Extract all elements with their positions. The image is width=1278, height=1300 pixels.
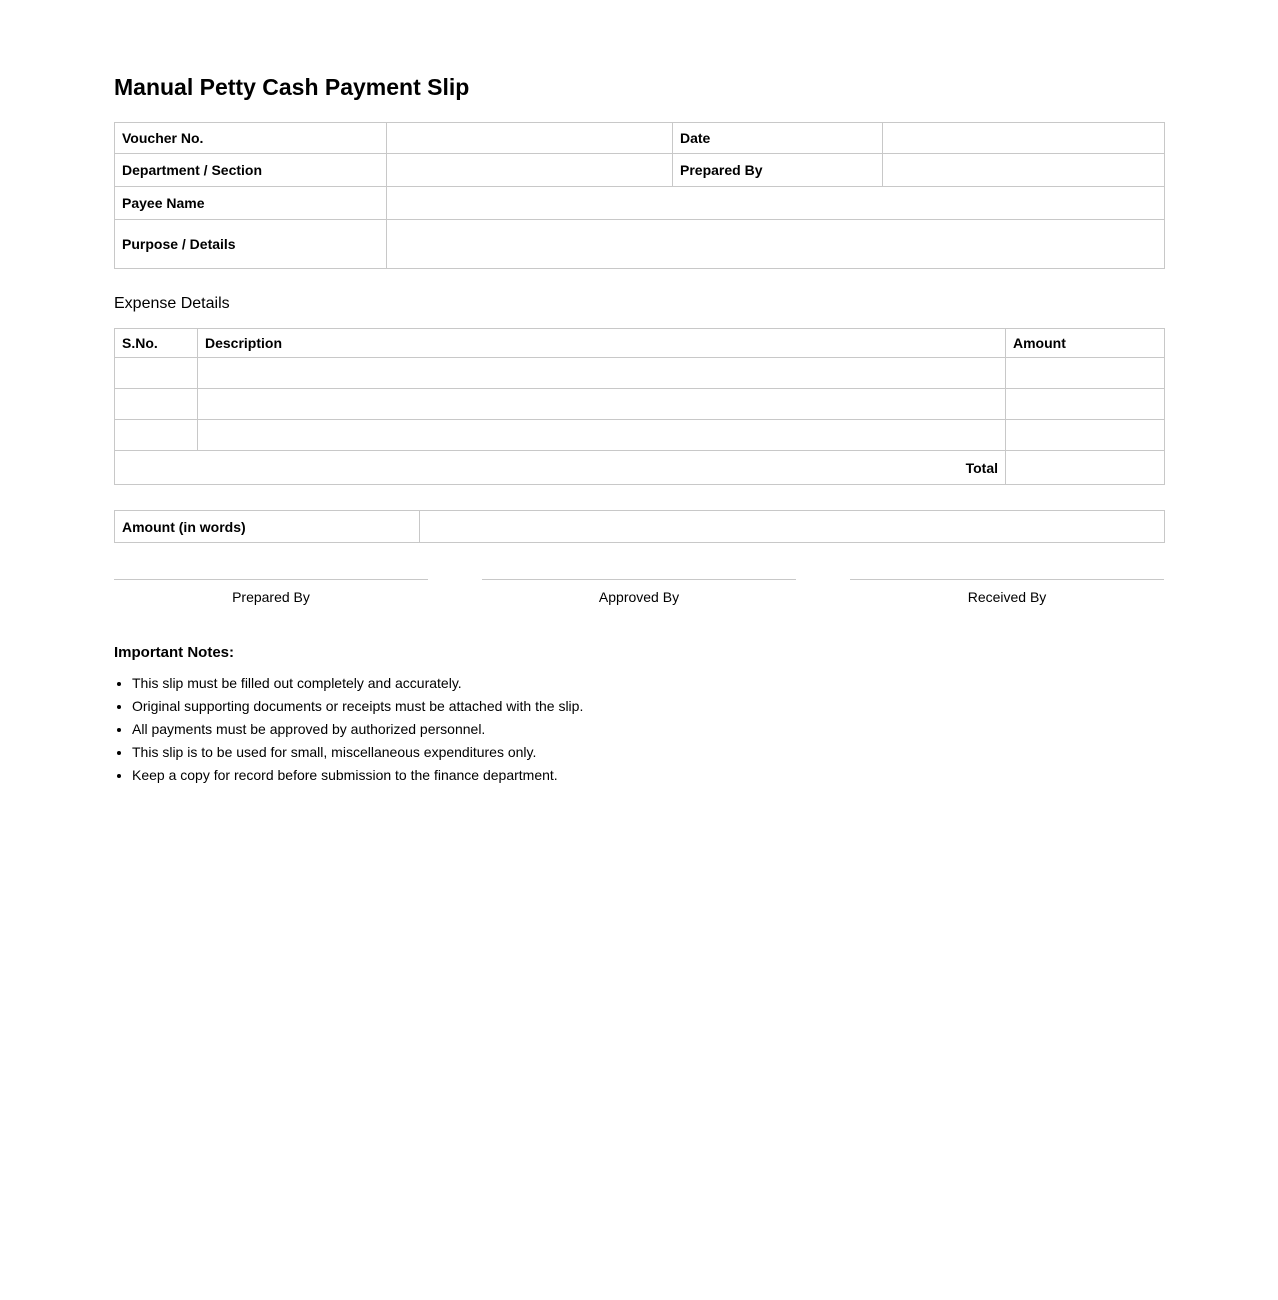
- department-value-cell: [387, 154, 673, 187]
- payee-name-label: Payee Name: [115, 187, 387, 220]
- signature-approved-by: Approved By: [482, 579, 796, 605]
- amount-cell: [1006, 420, 1165, 451]
- signature-section: [114, 579, 1164, 605]
- prepared-by-value-cell: [883, 154, 1165, 187]
- sno-cell: [115, 358, 198, 389]
- description-cell: [198, 389, 1006, 420]
- expense-details-table: [114, 328, 1165, 485]
- amount-cell: [1006, 358, 1165, 389]
- expense-row: [115, 358, 1165, 389]
- purpose-value-cell: [387, 220, 1165, 269]
- expense-details-heading: Expense Details: [114, 295, 230, 313]
- purpose-label: Purpose / Details: [115, 220, 387, 269]
- department-label: Department / Section: [115, 154, 387, 187]
- note-item: • All payments must be approved by authorized personnel.: [132, 722, 1164, 737]
- expense-row: [115, 389, 1165, 420]
- page-title: Manual Petty Cash Payment Slip: [114, 74, 470, 100]
- table-row: [115, 123, 1165, 154]
- table-row: [115, 187, 1165, 220]
- signature-received-by: Received By: [850, 579, 1164, 605]
- date-label: Date: [673, 123, 883, 154]
- expense-row: [115, 420, 1165, 451]
- note-item: • Original supporting documents or receipts must be attached with the slip.: [132, 699, 1164, 714]
- description-column-header: Description: [198, 329, 1006, 358]
- sno-cell: [115, 389, 198, 420]
- expense-header-row: [115, 329, 1165, 358]
- voucher-no-label: Voucher No.: [115, 123, 387, 154]
- voucher-no-value-cell: [387, 123, 673, 154]
- amount-column-header: Amount: [1006, 329, 1165, 358]
- total-value-cell: [1006, 451, 1165, 485]
- prepared-by-label: Prepared By: [673, 154, 883, 187]
- amount-cell: [1006, 389, 1165, 420]
- payee-name-value-cell: [387, 187, 1165, 220]
- important-notes-heading: Important Notes:: [114, 644, 234, 662]
- expense-total-row: [115, 451, 1165, 485]
- note-item: • This slip is to be used for small, miscellaneous expenditures only.: [132, 745, 1164, 760]
- important-notes-list: [114, 676, 1164, 783]
- table-row: [115, 154, 1165, 187]
- sno-cell: [115, 420, 198, 451]
- petty-cash-slip-page: [114, 75, 1164, 783]
- date-value-cell: [883, 123, 1165, 154]
- signature-prepared-by: Prepared By: [114, 579, 428, 605]
- header-info-table: [114, 122, 1165, 269]
- amount-in-words-value-cell: [420, 511, 1165, 543]
- amount-in-words-label: Amount (in words): [115, 511, 420, 543]
- note-item: • This slip must be filled out completely and accurately.: [132, 676, 1164, 691]
- amount-in-words-table: [114, 510, 1165, 543]
- sno-column-header: S.No.: [115, 329, 198, 358]
- note-item: • Keep a copy for record before submission to the finance department.: [132, 768, 1164, 783]
- description-cell: [198, 358, 1006, 389]
- description-cell: [198, 420, 1006, 451]
- table-row: [115, 220, 1165, 269]
- total-label: Total: [115, 451, 1006, 485]
- table-row: [115, 511, 1165, 543]
